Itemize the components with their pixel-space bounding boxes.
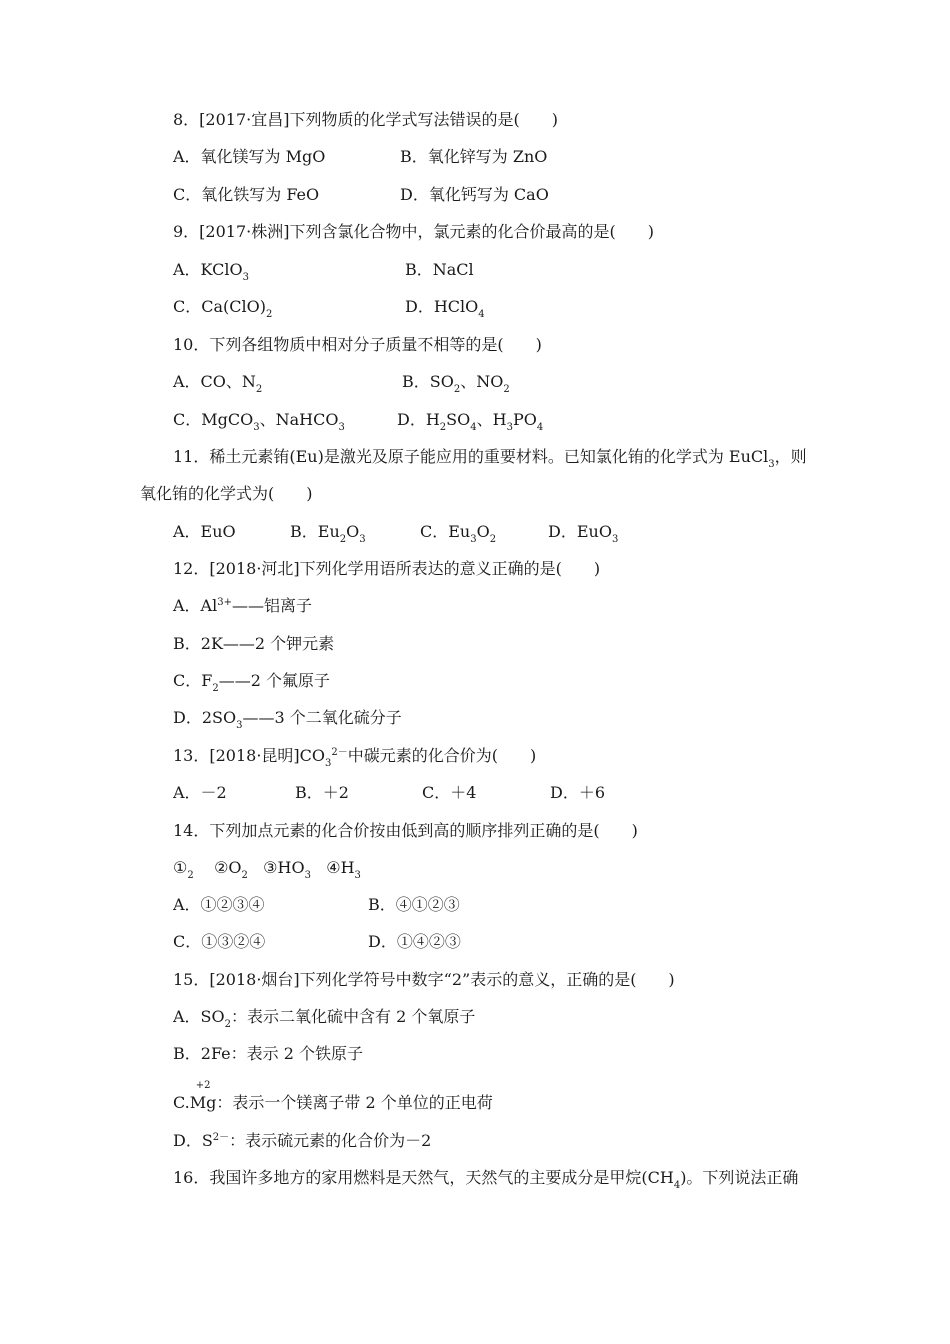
q10-option-d: D．$H_2SO_4$、$H_3PO_4$ — [397, 410, 544, 433]
q10-option-c: C．MgCO$_3$、NaHCO$_3$ — [173, 410, 345, 433]
q12-option-a: A．$Al^{3+}——$铝离子 — [173, 596, 312, 615]
q14-option-d: D．①④②③ — [368, 932, 461, 951]
q10-option-a: A．CO、$N_2$ — [173, 372, 263, 395]
q8-option-b: B．氧化锌写为 ZnO — [400, 147, 548, 166]
q14-item-4: $④H_3$ — [326, 858, 361, 881]
q11-option-c: C．$Eu_3O_2$ — [420, 522, 497, 545]
q15-option-b: B．2Fe：表示 2 个铁原子 — [173, 1044, 363, 1063]
q10-stem: 10．下列各组物质中相对分子质量不相等的是( ) — [173, 335, 542, 354]
q14-option-b: B．④①②③ — [368, 895, 460, 914]
q12-stem: 12．[2018·河北]下列化学用语所表达的意义正确的是( ) — [173, 559, 601, 578]
q13-option-c: C．＋4 — [422, 783, 477, 802]
q12-option-d: D．$2SO_3——3$ 个二氧化硫分子 — [173, 708, 402, 731]
q14-items — [173, 858, 361, 881]
q15-mg-with-valence: +2 Mg — [189, 1080, 217, 1112]
q15-option-c: C. +2 Mg：表示一个镁离子带 2 个单位的正电荷 — [173, 1080, 493, 1112]
q14-item-3: $③HO_3$ — [263, 858, 311, 881]
q8-option-c: C．氧化铁写为 FeO — [173, 185, 320, 204]
q14-option-c: C．①③②④ — [173, 932, 266, 951]
q14-option-a: A．①②③④ — [173, 895, 265, 914]
q14-stem: 14．下列加点元素的化合价按由低到高的顺序排列正确的是( ) — [173, 821, 638, 840]
q15-stem: 15．[2018·烟台]下列化学符号中数字“2”表示的意义，正确的是( ) — [173, 970, 675, 989]
q9-stem: 9．[2017·株洲]下列含氯化合物中，氯元素的化合价最高的是( ) — [173, 222, 654, 241]
q11-option-d: D．EuO$_3$ — [548, 522, 619, 545]
q8-option-d: D．氧化钙写为 CaO — [400, 185, 549, 204]
q15-option-a: A．$SO_2$：表示二氧化硫中含有 2 个氧原子 — [173, 1007, 476, 1030]
q13-option-b: B．＋2 — [295, 783, 349, 802]
q14-item-2: $②O_2$ — [214, 858, 248, 881]
q12-option-b: B．2K——2 个钾元素 — [173, 634, 335, 653]
q15-option-d: D．$S^{2-}$：表示硫元素的化合价为－2 — [173, 1131, 432, 1150]
q16-stem: 16．我国许多地方的家用燃料是天然气，天然气的主要成分是甲烷$(CH_4)$。下列说法正确 — [173, 1168, 799, 1191]
q13-stem: 13．[2018·昆明]$CO_3^{2-}$中碳元素的化合价为( ) — [173, 746, 537, 769]
q9-option-a: A．KClO$_3$ — [173, 260, 249, 283]
q12-option-c: C．$F_2——2$ 个氟原子 — [173, 671, 331, 694]
q11-stem-line1: 11．稀土元素铕(Eu)是激光及原子能应用的重要材料。已知氯化铕的化学式为 EuCl$_3$，则 — [173, 447, 807, 470]
q9-option-c: C．$Ca(ClO)_2$ — [173, 297, 273, 320]
q9-option-d: D．HClO$_4$ — [405, 297, 485, 320]
q8-option-a: A．氧化镁写为 MgO — [173, 147, 326, 166]
q10-option-b: B．$SO_2$、$NO_2$ — [402, 372, 510, 395]
q11-stem-line2: 氧化铕的化学式为( ) — [140, 484, 313, 503]
q9-option-b: B．NaCl — [405, 260, 474, 279]
q13-option-a: A．－2 — [173, 783, 227, 802]
q11-option-a: A．EuO — [173, 522, 236, 541]
q14-item-1: $①_2$ — [173, 858, 194, 881]
q8-stem: 8．[2017·宜昌]下列物质的化学式写法错误的是( ) — [173, 110, 558, 129]
q11-option-b: B．$Eu_2O_3$ — [290, 522, 366, 545]
q13-option-d: D．＋6 — [550, 783, 606, 802]
